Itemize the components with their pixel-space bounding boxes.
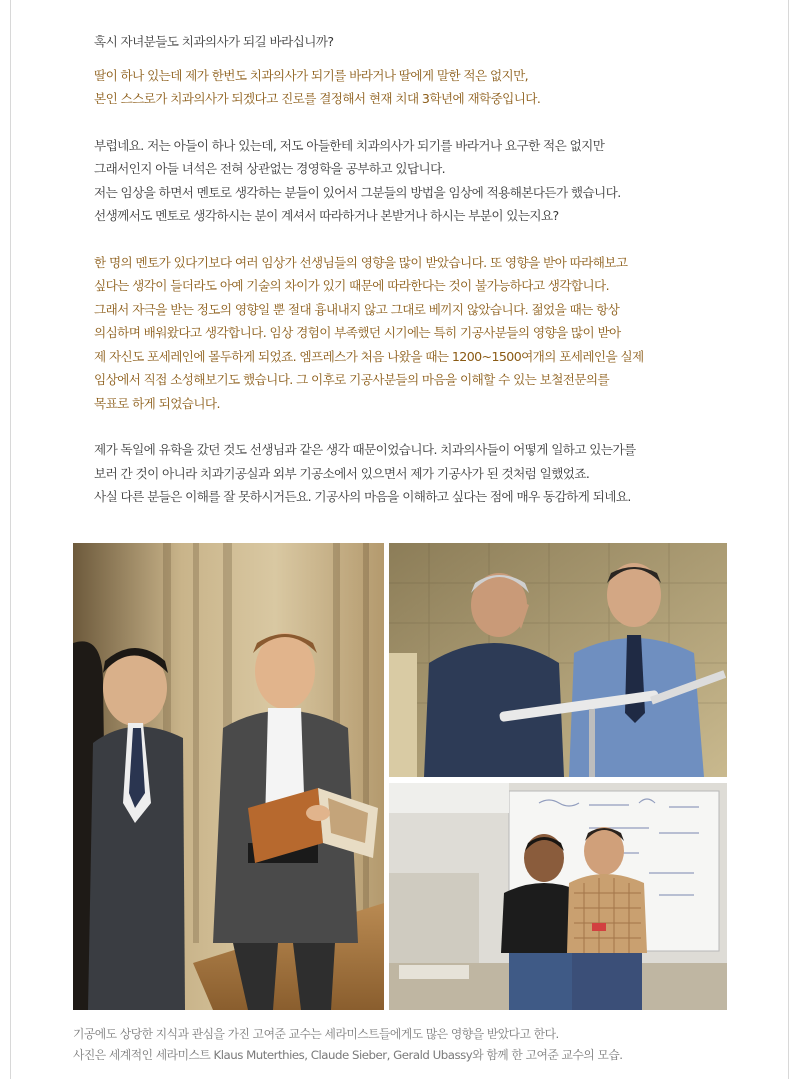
- question-2-line: 그래서인지 아들 녀석은 전혀 상관없는 경영학을 공부하고 있답니다.: [94, 161, 446, 176]
- question-2: [94, 134, 734, 228]
- question-2-line: 부럽네요. 저는 아들이 하나 있는데, 저도 아들한테 치과의사가 되기를 바라거나 요구한 적은 없지만: [94, 137, 605, 153]
- answer-2-line: 제 자신도 포세레인에 몰두하게 되었죠. 엠프레스가 처음 나왔을 때는 1200~1500여개의 포세레인을 실제: [94, 348, 644, 364]
- question-2-line: 선생께서도 멘토로 생각하시는 분이 계셔서 따라하거나 본받거나 하시는 부분이 있는지요?: [94, 208, 559, 223]
- answer-2-line: 싶다는 생각이 들더라도 아예 기술의 차이가 있기 때문에 따라한다는 것이 불가능하다고 생각합니다.: [94, 278, 610, 293]
- photo-lamp-demo: [389, 543, 727, 777]
- caption-line-1: 기공에도 상당한 지식과 관심을 가진 고여준 교수는 세라미스트들에게도 많은 영향을 받았다고 한다.: [73, 1027, 559, 1041]
- answer-2-line: 임상에서 직접 소성해보기도 했습니다. 그 이후로 기공사분들의 마음을 이해할 수 있는 보철전문의를: [94, 372, 610, 387]
- answer-2-line: 의심하며 배워왔다고 생각합니다. 임상 경험이 부족했던 시기에는 특히 기공사분들의 영향을 많이 받아: [94, 325, 621, 340]
- photo-book-viewing: [73, 543, 384, 1010]
- photo-caption: [73, 1024, 753, 1066]
- answer-1: [94, 64, 734, 111]
- question-2-line: 저는 임상을 하면서 멘토로 생각하는 분들이 있어서 그분들의 방법을 임상에 적용해본다든가 했습니다.: [94, 184, 621, 200]
- answer-1-line: 딸이 하나 있는데 제가 한번도 치과의사가 되기를 바라거나 딸에게 말한 적은 없지만,: [94, 67, 529, 83]
- answer-1-line: 본인 스스로가 치과의사가 되겠다고 진로를 결정해서 현재 치대 3학년에 재학중입니다.: [94, 91, 541, 106]
- question-3-line: 보러 간 것이 아니라 치과기공실과 외부 기공소에서 있으면서 제가 기공사가 된 것처럼 일했었죠.: [94, 465, 590, 481]
- question-3: [94, 438, 734, 509]
- answer-2: [94, 251, 734, 416]
- question-3-line: 사실 다른 분들은 이해를 잘 못하시거든요. 기공사의 마음을 이해하고 싶다는 점에 매우 동감하게 되네요.: [94, 489, 631, 504]
- photo-lab-whiteboard: [389, 783, 727, 1010]
- question-1: 혹시 자녀분들도 치과의사가 되길 바라십니까?: [94, 34, 334, 49]
- answer-2-line: 한 명의 멘토가 있다기보다 여러 임상가 선생님들의 영향을 많이 받았습니다. 또 영향을 받아 따라해보고: [94, 254, 628, 270]
- question-3-line: 제가 독일에 유학을 갔던 것도 선생님과 같은 생각 때문이었습니다. 치과의사들이 어떻게 일하고 있는가를: [94, 442, 636, 457]
- answer-2-line: 그래서 자극을 받는 정도의 영향일 뿐 절대 흉내내지 않고 그대로 베끼지 않았습니다. 젊었을 때는 항상: [94, 301, 620, 317]
- answer-2-line: 목표로 하게 되었습니다.: [94, 395, 220, 411]
- caption-line-2: 사진은 세계적인 세라미스트 Klaus Muterthies, Claude Sieber, Gerald Ubassy와 함께 한 고여준 교수의 모습.: [73, 1048, 623, 1062]
- interview-body: [94, 30, 734, 509]
